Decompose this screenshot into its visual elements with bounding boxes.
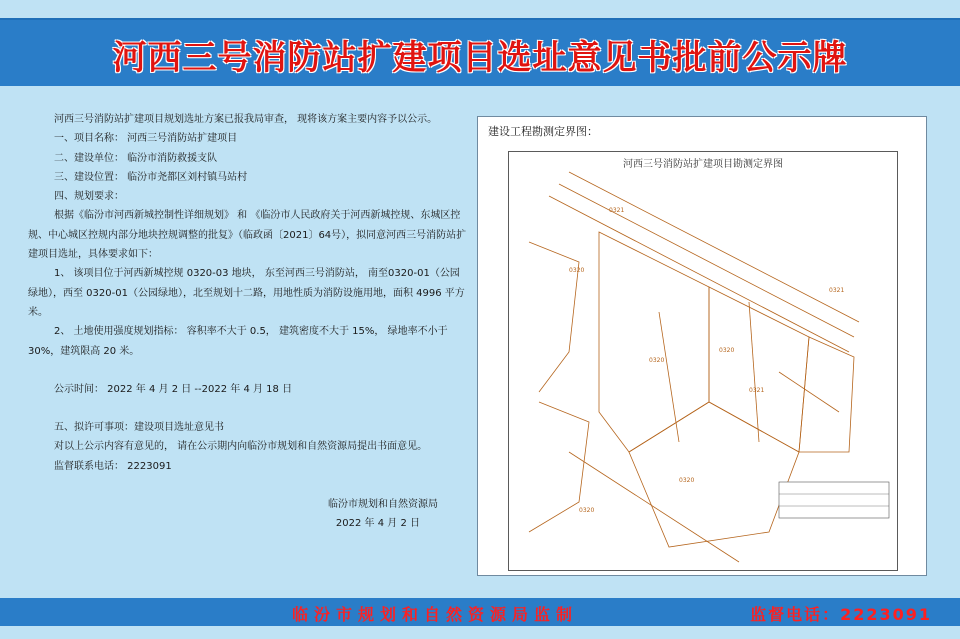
svg-text:0321: 0321 — [749, 387, 765, 394]
notice-item-permit: 五、拟许可事项：建设项目选址意见书 — [54, 422, 224, 434]
svg-text:0320: 0320 — [679, 477, 695, 484]
notice-item-location: 三、建设位置： 临汾市尧都区刘村镇马站村 — [54, 171, 248, 183]
notice-requirement-basis: 根据《临汾市河西新城控制性详细规划》 和 《临汾市人民政府关于河西新城控规、东城区控规、中心城区控规内部分地块控规调整的批复》（临政函〔2021〕64号），拟同意河西三号消防站扩建项目选址，具体要求如下： — [28, 210, 467, 261]
svg-text:0321: 0321 — [609, 207, 625, 214]
svg-text:0320: 0320 — [579, 507, 595, 514]
map-heading: 河西三号消防站扩建项目勘测定界图 — [623, 159, 783, 170]
notice-date: 2022 年 4 月 2 日 — [335, 518, 420, 530]
notice-text — [28, 110, 468, 534]
svg-text:0320: 0320 — [719, 347, 735, 354]
notice-phone: 监督联系电话： 2223091 — [54, 460, 172, 472]
survey-map-panel — [477, 116, 927, 576]
survey-map — [508, 151, 898, 571]
svg-text:0320: 0320 — [569, 267, 585, 274]
footer-phone: 监督电话：2223091 — [750, 605, 932, 624]
notice-requirement-2: 2、 土地使用强度规划指标： 容积率不大于 0.5， 建筑密度不大于 15%， 绿地率不小于 30%，建筑限高 20 米。 — [28, 326, 448, 357]
footer-supervisor: 临汾市规划和自然资源局监制 — [292, 605, 579, 624]
footer-band — [0, 598, 960, 626]
notice-feedback: 对以上公示内容有意见的， 请在公示期内向临汾市规划和自然资源局提出书面意见。 — [54, 441, 428, 453]
notice-item-requirements: 四、规划要求： — [54, 191, 124, 203]
notice-item-builder: 二、建设单位： 临汾市消防救援支队 — [54, 152, 218, 164]
svg-text:0320: 0320 — [649, 357, 665, 364]
survey-map-drawing — [509, 152, 897, 570]
map-panel-title: 建设工程勘测定界图： — [488, 125, 598, 138]
page-title: 河西三号消防站扩建项目选址意见书批前公示牌 — [112, 38, 848, 78]
notice-item-project-name: 一、项目名称： 河西三号消防站扩建项目 — [54, 133, 238, 145]
header-band — [0, 18, 960, 86]
notice-period: 公示时间： 2022 年 4 月 2 日 --2022 年 4 月 18 日 — [54, 383, 293, 395]
notice-intro: 河西三号消防站扩建项目规划选址方案已报我局审查， 现将该方案主要内容予以公示。 — [54, 114, 438, 125]
svg-text:0321: 0321 — [829, 287, 845, 294]
notice-issuer: 临汾市规划和自然资源局 — [328, 499, 438, 511]
notice-requirement-1: 1、 该项目位于河西新城控规 0320-03 地块， 东至河西三号消防站， 南至0320-01（公园绿地），西至 0320-01（公园绿地），北至规划十二路，用地性质为消防设施用地，面积 4996 平方米。 — [28, 268, 465, 318]
